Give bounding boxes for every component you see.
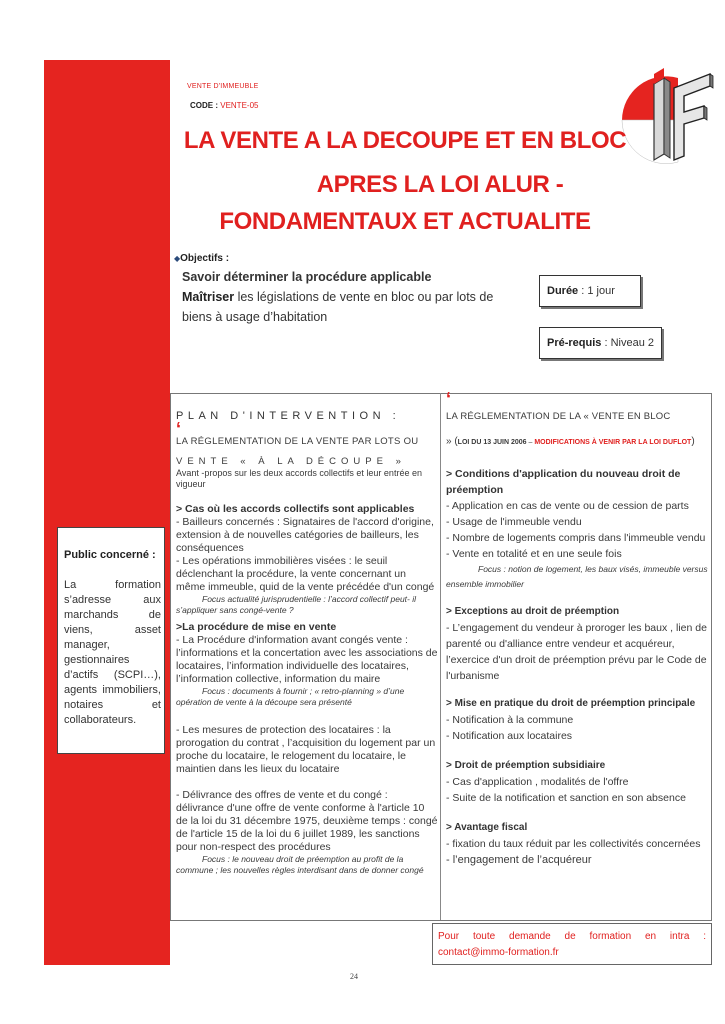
section-heading-r4: > Droit de préemption subsidiaire: [446, 760, 606, 771]
code-value: VENTE-05: [220, 101, 259, 110]
text: - fixation du taux réduit par les collectivités concernées: [446, 838, 701, 850]
text: - Notification aux locataires: [446, 730, 573, 742]
section-heading-1: > Cas où les accords collectifs sont applicables: [176, 503, 415, 515]
section-heading-2: >La procédure de mise en vente: [176, 621, 337, 633]
column-divider: [440, 393, 441, 920]
contact-box: [432, 923, 712, 965]
text: - Les opérations immobilières visées : le seuil déclenchant la procédure, la vente concernant un même immeuble, quid de la vente précédée d'un congé: [176, 555, 435, 593]
text: - L’engagement du vendeur à proroger les baux , lien de parenté ou d'alliance entre vendeur et acquéreur, l’exercice d'un droit de préemption prévu par le Code de l'urbanisme: [446, 622, 707, 682]
program-right-column: [446, 389, 708, 868]
diamond-bullet-icon: ◆: [174, 254, 181, 263]
left-red-band: [44, 60, 170, 965]
text: - Application en cas de vente ou de cession de parts: [446, 500, 689, 512]
quote-mark: ‘: [446, 389, 452, 409]
focus-note: Focus : notion de logement, les baux visés, immeuble versus ensemble immobilier: [446, 564, 708, 589]
page-number: 24: [350, 972, 358, 981]
public-heading: Public concerné :: [64, 549, 156, 561]
objectives-heading: ◆Objectifs :: [174, 253, 230, 264]
page-title-line-2: APRES LA LOI ALUR -: [316, 171, 564, 198]
objective-1: Savoir déterminer la procédure applicable: [182, 270, 432, 284]
text: - Nombre de logements compris dans l'immeuble vendu: [446, 532, 706, 544]
objective-3: biens à usage d’habitation: [182, 310, 328, 324]
band-diagonal-cut: [44, 0, 184, 60]
text: - Usage de l'immeuble vendu: [446, 516, 582, 528]
text: - Notification à la commune: [446, 714, 574, 726]
text: - l’engagement de l’acquéreur: [446, 854, 592, 866]
focus-note: Focus actualité jurisprudentielle : l’accord collectif peut- il s’appliquer sans congé-vente ?: [176, 594, 417, 615]
section-heading-r1: > Conditions d'application du nouveau droit de préemption: [446, 468, 681, 496]
duration-box: Durée : 1 jour: [539, 275, 641, 307]
plan-heading: PLAN D'INTERVENTION :: [176, 410, 401, 422]
section-heading-r5: > Avantage fiscal: [446, 822, 528, 833]
section-heading-r3: > Mise en pratique du droit de préemption principale: [446, 698, 696, 709]
objective-2: Maîtriser les législations de vente en bloc ou par lots de: [182, 290, 494, 304]
text: - Cas d'application , modalités de l'offre: [446, 776, 629, 788]
contact-email[interactable]: contact@immo-formation.fr: [438, 947, 559, 958]
text: - Les mesures de protection des locataires : la prorogation du contrat , l’acquisition du logement par un proche du locataire, le relogement du locataire, le maintien dans les lieux du locataire: [176, 724, 436, 775]
page-title-line-1: LA VENTE A LA DECOUPE ET EN BLOC: [183, 127, 627, 154]
text: - Suite de la notification et sanction en son absence: [446, 792, 686, 804]
section-title: LA RÉGLEMENTATION DE LA VENTE PAR LOTS OU: [176, 436, 419, 447]
text: - Délivrance des offres de vente et du congé : délivrance d'une offre de vente conforme à l'article 10 de la loi du 31 décembre 1975, deuxième temps : congé de l'article 15 de la loi du 6 juillet 1989, les sanctions pour non-respect des procédures: [176, 789, 438, 853]
course-code: [190, 101, 258, 110]
text: - Bailleurs concernés : Signataires de l'accord d'origine, extension à de nouvelles catégories de bailleurs, les conséquences: [176, 516, 434, 554]
category-kicker: VENTE D'IMMEUBLE: [187, 83, 259, 90]
prerequisite-box: Pré-requis : Niveau 2: [539, 327, 662, 359]
contact-line: Pour toute demande de formation en intra :: [438, 931, 706, 942]
public-box: [57, 527, 165, 754]
code-label: CODE :: [190, 101, 218, 110]
program-left-column: [176, 410, 438, 876]
text: - Vente en totalité et en une seule fois: [446, 548, 622, 560]
focus-note: Focus : le nouveau droit de préemption au profit de la commune ; les nouvelles règles interdisant dans de donner congé: [176, 854, 424, 875]
focus-note: Focus : documents à fournir ; « retro-planning » d’une opération de vente à la découpe sera présenté: [176, 686, 405, 707]
public-body: La formation s’adresse aux marchands de viens, asset manager, gestionnaires d’actifs (SCPI…), agents immobiliers, notaires et collaborateurs.: [64, 579, 161, 726]
section-subtitle: » (LOI DU 13 JUIN 2006 – MODIFICATIONS À VENIR PAR LA LOI DUFLOT): [446, 436, 695, 447]
quote-mark: ‘: [176, 419, 182, 439]
section-title-cont: VENTE « À LA DÉCOUPE »: [176, 456, 406, 467]
section-heading-r2: > Exceptions au droit de préemption: [446, 606, 620, 617]
foreword: Avant -propos sur les deux accords collectifs et leur entrée en vigueur: [176, 468, 422, 489]
section-title: LA RÉGLEMENTATION DE LA « VENTE EN BLOC: [446, 411, 671, 422]
page-title-line-3: FONDAMENTAUX ET ACTUALITE: [219, 208, 591, 235]
text: - La Procédure d'information avant congés vente : l’informations et la concertation avec les associations de locataires, l’information individuelle des locataires, l’information collective, information du maire: [176, 634, 438, 685]
